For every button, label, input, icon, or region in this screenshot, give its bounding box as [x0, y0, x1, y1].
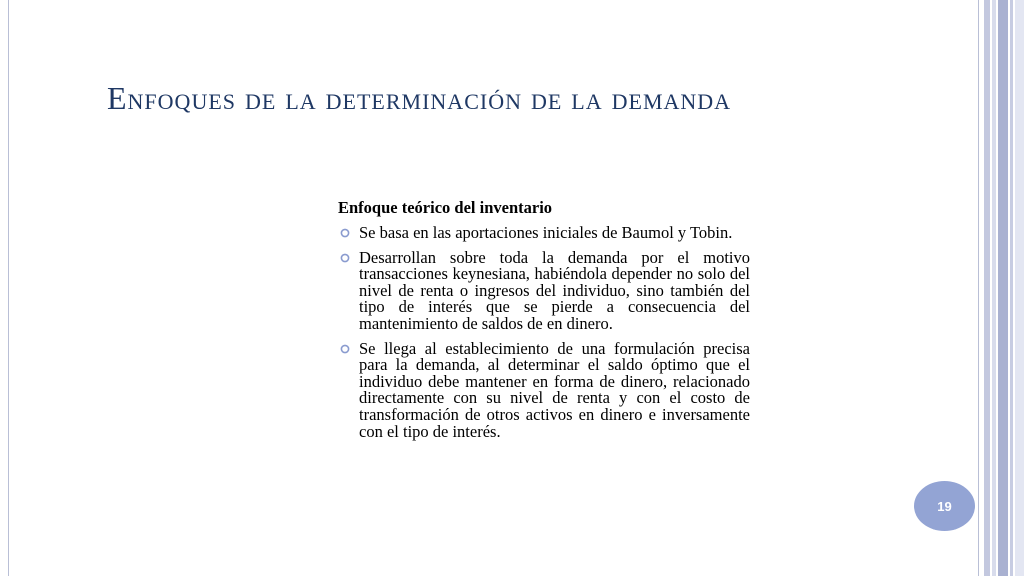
bullet-text: Se llega al establecimiento de una formulación precisa para la demanda, al determinar el saldo óptimo que el individuo debe mantener en forma de dinero, relacionado directamente con su nivel de renta y con el costo de transformación de otros activos en dinero e inversamente con el tipo de interés.	[359, 338, 750, 441]
ring-bullet-icon	[340, 253, 350, 263]
bullet-item	[338, 247, 750, 333]
ring-bullet-icon	[340, 344, 350, 354]
bullet-item	[338, 225, 750, 242]
right-frame-line	[978, 0, 979, 576]
left-frame-line	[8, 0, 9, 576]
decorative-bar	[1015, 0, 1024, 576]
decorative-bar	[984, 0, 990, 576]
slide-content	[338, 198, 750, 448]
bullet-list	[338, 225, 750, 440]
decorative-bar	[1010, 0, 1013, 576]
section-heading: Enfoque teórico del inventario	[338, 198, 553, 217]
decorative-bar	[998, 0, 1008, 576]
bullet-item	[338, 338, 750, 441]
ring-bullet-icon	[340, 228, 350, 238]
slide-title: Enfoques de la determinación de la demanda	[107, 80, 732, 116]
decorative-bar	[992, 0, 996, 576]
page-number-badge: 19	[914, 481, 975, 531]
bullet-text: Se basa en las aportaciones iniciales de Baumol y Tobin.	[359, 223, 733, 242]
bullet-text: Desarrollan sobre toda la demanda por el motivo transacciones keynesiana, habiéndola depender no solo del nivel de renta o ingresos del individuo, sino también del tipo de interés que se pierde a consecuencia del mantenimiento de saldos de en dinero.	[359, 247, 750, 333]
